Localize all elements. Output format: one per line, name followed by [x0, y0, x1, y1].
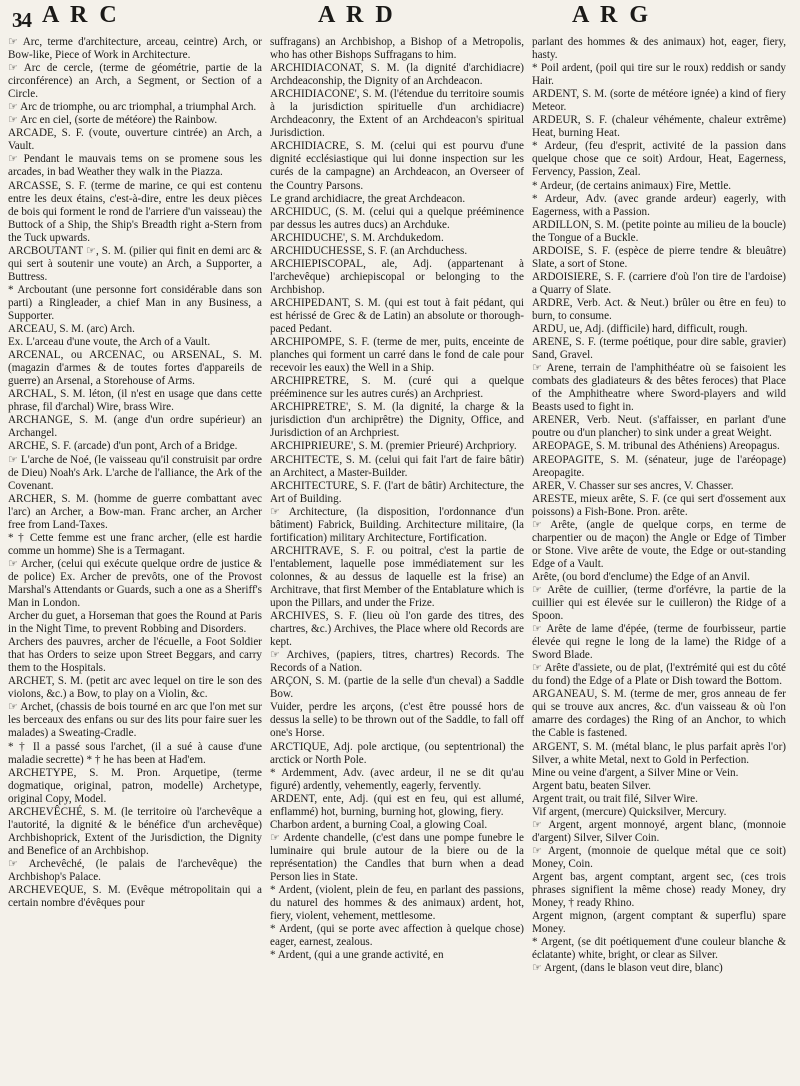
- dictionary-entry: * Ardent, (qui se porte avec affection à quelque chose) eager, earnest, zealous.: [270, 923, 524, 949]
- dictionary-entry: Argent bas, argent comptant, argent sec, (ces trois phrases signifient la même chose) ready Money, dry Money, † ready Rhino.: [532, 871, 786, 910]
- dictionary-entry: ARCHET, S. M. (petit arc avec lequel on tire le son des violons, &c.) a Bow, to play on a Violin, &c.: [8, 675, 262, 701]
- dictionary-entry: ☞ Argent, (dans le blason veut dire, blanc): [532, 962, 723, 975]
- dictionary-entry: ARCHAL, S. M. léton, (il n'est en usage que dans cette phrase, fil d'archal) Wire, brass Wire.: [8, 388, 262, 414]
- dictionary-entry: ARDENT, ente, Adj. (qui est en feu, qui est allumé, enflammé) hot, burning, burning hot, glowing, fiery.: [270, 792, 524, 818]
- dictionary-entry: ☞ Arête de lame d'épée, (terme de fourbisseur, partie élevée qui regne le long de la lame) the Ridge of a Sword Blade.: [532, 623, 786, 662]
- dictionary-entry: ARDENT, S. M. (sorte de météore ignée) a kind of fiery Meteor.: [532, 88, 786, 114]
- dictionary-entry: ☞ Architecture, (la disposition, l'ordonnance d'un bâtiment) Fabrick, Building. Architecture militaire, (la fortification) military Architecture, Fortification.: [270, 505, 524, 544]
- dictionary-entry: ARCHER, S. M. (homme de guerre combattant avec l'arc) an Archer, a Bow-man. Franc archer, an Archer free from Land-Taxes.: [8, 492, 262, 531]
- dictionary-entry: ARCHIPRETRE, S. M. (curé qui a quelque prééminence sur les autres curés) an Archpriest.: [270, 375, 524, 401]
- dictionary-entry: ARCHANGE, S. M. (ange d'un ordre supérieur) an Archangel.: [8, 414, 262, 440]
- dictionary-entry: * Poil ardent, (poil qui tire sur le roux) reddish or sandy Hair.: [532, 62, 786, 88]
- dictionary-entry: ARCHIDIACONE', S. M. (l'étendue du territoire soumis à la jurisdiction spirituelle d'un archidiacre) Archdeaconry, the Extent of an Archdeacon's spiritual Jurisdiction.: [270, 88, 524, 140]
- column-left: [8, 36, 262, 1082]
- dictionary-entry: ARCHEVEQUE, S. M. (Evêque métropolitain qui a certain nombre d'évêques pour: [8, 884, 262, 910]
- dictionary-entry: ARGENT, S. M. (métal blanc, le plus parfait après l'or) Silver, a white Metal, next to Gold in Perfection.: [532, 740, 786, 766]
- dictionary-entry: ☞ Archet, (chassis de bois tourné en arc que l'on met sur les berceaux des enfans ou sur des lits pour faire suer les malades) a Sweating-Cradle.: [8, 701, 262, 740]
- dictionary-entry: ARENE, S. F. (terme poétique, pour dire sable, gravier) Sand, Gravel.: [532, 336, 786, 362]
- dictionary-entry: * Ardeur, (de certains animaux) Fire, Mettle.: [532, 179, 732, 192]
- dictionary-entry: ARDOISIERE, S. F. (carriere d'où l'on tire de l'ardoise) a Quarry of Slate.: [532, 270, 786, 296]
- dictionary-entry: ☞ L'arche de Noé, (le vaisseau qu'il construisit par ordre de Dieu) Noah's Ark. L'arche de l'alliance, the Ark of the Covenant.: [8, 453, 262, 492]
- dictionary-entry: * Ardemment, Adv. (avec ardeur, il ne se dit qu'au figuré) ardently, vehemently, eagerly, fervently.: [270, 766, 524, 792]
- dictionary-entry: ARCHIPRIEURE', S. M. (premier Prieuré) Archpriory.: [270, 440, 517, 453]
- dictionary-entry: suffragans) an Archbishop, a Bishop of a Metropolis, who has other Bishops Suffragans to him.: [270, 36, 524, 62]
- dictionary-entry: ARCHITRAVE, S. F. ou poitral, c'est la partie de l'entablement, laquelle pose immédiatement sur les colonnes, & au dessus de laquelle est la frise) an Architrave, that first Member of the Entablature which is upon the Pillars, and under the Frize.: [270, 544, 524, 610]
- dictionary-entry: ☞ Archives, (papiers, titres, chartres) Records. The Records of a Nation.: [270, 649, 524, 675]
- dictionary-entry: ☞ Arene, terrain de l'amphithéatre où se faisoient les combats des gladiateurs & des bêtes feroces) that Place of the Amphitheatre where Sword-players and wild Beasts used to fight in.: [532, 362, 786, 414]
- dictionary-entry: ARCHIPEDANT, S. M. (qui est tout à fait pédant, qui est hérissé de Grec & de Latin) an absolute or thorough-paced Pedant.: [270, 296, 524, 336]
- dictionary-entry: ARCHIDIACRE, S. M. (celui qui est pourvu d'une dignité ecclésiastique qui lui donne inspection sur les curés de la campagne) an Archdeacon, an Overseer of the Country Parsons.: [270, 140, 524, 192]
- dictionary-entry: Argent batu, beaten Silver.: [532, 779, 651, 792]
- dictionary-entry: * Argent, (se dit poétiquement d'une couleur blanche & éclatante) white, bright, or clear as Silver.: [532, 936, 786, 962]
- dictionary-entry: parlant des hommes & des animaux) hot, eager, fiery, hasty.: [532, 36, 786, 62]
- dictionary-entry: ARCEAU, S. M. (arc) Arch.: [8, 323, 135, 336]
- dictionary-entry: AREOPAGE, S. M. tribunal des Athéniens) Areopagus.: [532, 440, 780, 453]
- dictionary-entry: ☞ Archevêché, (le palais de l'archevêque) the Archbishop's Palace.: [8, 857, 262, 883]
- running-head-right: A R G: [572, 2, 652, 28]
- dictionary-entry: ARCHIDUCHE', S. M. Archdukedom.: [270, 231, 444, 244]
- dictionary-entry: ☞ Arête d'assiete, ou de plat, (l'extrémité qui est du côté du fond) the Edge of a Plate or Dish toward the Bottom.: [532, 662, 786, 688]
- dictionary-entry: Argent mignon, (argent comptant & superflu) spare Money.: [532, 910, 786, 936]
- dictionary-entry: * † Cette femme est une franc archer, (elle est hardie comme un homme) She is a Termagant.: [8, 531, 262, 557]
- dictionary-entry: ARENER, Verb. Neut. (s'affaisser, en parlant d'une poutre ou d'un plancher) to sink under a great Weight.: [532, 414, 786, 440]
- dictionary-entry: ARGANEAU, S. M. (terme de mer, gros anneau de fer qui se trouve aux ancres, &c. d'un vaisseau & où l'on amarre des cordages) the Ring of an Anchor, to which the Cable is fastened.: [532, 688, 786, 740]
- dictionary-entry: Vif argent, (mercure) Quicksilver, Mercury.: [532, 805, 727, 818]
- dictionary-entry: ARCHEVÊCHÉ, S. M. (le territoire où l'archevêque a l'autorité, la dignité & le bénéfice d'un archevêque) Archbishoprick, Extent of the Jurisdiction, the Dignity and Benefice of an Archbishop.: [8, 805, 262, 857]
- dictionary-entry: ARCHETYPE, S. M. Pron. Arquetipe, (terme dogmatique, original, patron, modelle) Archetype, original Copy, Model.: [8, 766, 262, 805]
- page-number: 34: [12, 8, 31, 32]
- dictionary-entry: ARDRE, Verb. Act. & Neut.) brûler ou être en feu) to burn, to consume.: [532, 296, 786, 322]
- dictionary-entry: ARER, V. Chasser sur ses ancres, V. Chasser.: [532, 479, 734, 492]
- dictionary-entry: ARCHIPOMPE, S. F. (terme de mer, puits, enceinte de planches qui forment un carré dans le fond de cale pour recevoir les eaux) the Well in a Ship.: [270, 336, 524, 375]
- text-columns: [6, 36, 786, 1082]
- page-header: [6, 2, 786, 36]
- dictionary-entry: Ex. L'arceau d'une voute, the Arch of a Vault.: [8, 336, 211, 349]
- dictionary-entry: ARCHIDUCHESSE, S. F. (an Archduchess.: [270, 244, 468, 257]
- dictionary-entry: ☞ Argent, argent monnoyé, argent blanc, (monnoie d'argent) Silver, Silver Coin.: [532, 818, 786, 844]
- dictionary-entry: ARCASSE, S. F. (terme de marine, ce qui est contenu entre les deux étains, c'est-à-dire, entre les deux pièces de bois qui forment le rond de l'arriere d'un vaisseau) the Buttock of a Ship, the Ship's Breadth right a-Stern from the Tuck upwards.: [8, 179, 262, 244]
- dictionary-entry: ARDOISE, S. F. (espèce de pierre tendre & bleuâtre) Slate, a sort of Stone.: [532, 244, 786, 270]
- dictionary-entry: ☞ Arc de triomphe, ou arc triomphal, a triumphal Arch.: [8, 101, 257, 114]
- dictionary-entry: ☞ Pendant le mauvais tems on se promene sous les arcades, in bad Weather they walk in the Piazza.: [8, 153, 262, 179]
- dictionary-entry: ARCHE, S. F. (arcade) d'un pont, Arch of a Bridge.: [8, 440, 238, 453]
- dictionary-entry: * † Il a passé sous l'archet, (il a sué à cause d'une maladie secrette) * † he has been at Had'em.: [8, 740, 262, 766]
- dictionary-entry: Argent trait, ou trait filé, Silver Wire.: [532, 792, 698, 805]
- column-middle: [270, 36, 524, 1082]
- dictionary-entry: ARÇON, S. M. (partie de la selle d'un cheval) a Saddle Bow.: [270, 675, 524, 701]
- dictionary-entry: ARDU, ue, Adj. (difficile) hard, difficult, rough.: [532, 323, 748, 336]
- dictionary-entry: Arête, (ou bord d'enclume) the Edge of an Anvil.: [532, 570, 750, 583]
- dictionary-entry: ARCHIPRETRE', S. M. (la dignité, la charge & la jurisdiction d'un archiprêtre) the Dignity, Office, and Jurisdiction of an Archpriest.: [270, 401, 524, 440]
- dictionary-entry: * Ardent, (qui a une grande activité, en: [270, 949, 444, 962]
- dictionary-entry: Mine ou veine d'argent, a Silver Mine or Vein.: [532, 766, 739, 779]
- dictionary-entry: ☞ Archer, (celui qui exécute quelque ordre de justice & de police) Ex. Archer de prevôts, one of the Provost Marshal's Attendants or Guards, such a one as a Sheriff's Man in London.: [8, 557, 262, 610]
- dictionary-entry: ☞ Argent, (monnoie de quelque métal que ce soit) Money, Coin.: [532, 844, 786, 870]
- dictionary-entry: AREOPAGITE, S. M. (sénateur, juge de l'aréopage) Areopagite.: [532, 453, 786, 479]
- dictionary-entry: * Ardeur, Adv. (avec grande ardeur) eagerly, with Eagerness, with a Passion.: [532, 192, 786, 218]
- dictionary-entry: ARCHIDIACONAT, S. M. (la dignité d'archidiacre) Archdeaconship, the Dignity of an Archdeacon.: [270, 62, 524, 88]
- running-head-left: A R C: [42, 2, 120, 28]
- dictionary-entry: ☞ Arête de cuillier, (terme d'orfévre, la partie de la cuillier qui est élevée sur le cuilleron) the Ridge of a Spoon.: [532, 583, 786, 623]
- dictionary-entry: ☞ Arc de cercle, (terme de géométrie, partie de la circonférence) an Arch, a Segment, or Section of a Circle.: [8, 62, 262, 101]
- dictionary-entry: ARCBOUTANT ☞, S. M. (pilier qui finit en demi arc & qui sert à soutenir une voute) an Arch, a Supporter, a Buttress.: [8, 244, 262, 283]
- dictionary-entry: ARCHITECTE, S. M. (celui qui fait l'art de faire bâtir) an Architect, a Master-Builder.: [270, 453, 524, 479]
- dictionary-entry: Vuider, perdre les arçons, (c'est être poussé hors de dessus la selle) to be thrown out of the Saddle, to fall off one's Horse.: [270, 701, 524, 740]
- dictionary-entry: ☞ Arête, (angle de quelque corps, en terme de charpentier ou de maçon) the Angle or Edge of Timber or Stone. Vive arête de voute, the Edge or out-standing Edge of a Vault.: [532, 518, 786, 570]
- dictionary-entry: * Ardeur, (feu d'esprit, activité de la passion dans quelque chose que ce soit) Ardour, Heat, Eagerness, Fervency, Passion, Zeal.: [532, 140, 786, 179]
- dictionary-entry: Charbon ardent, a burning Coal, a glowing Coal.: [270, 818, 488, 831]
- dictionary-entry: ARESTE, mieux arête, S. F. (ce qui sert d'ossement aux poissons) a Fish-Bone. Pron. arête.: [532, 492, 786, 518]
- dictionary-entry: ARCTIQUE, Adj. pole arctique, (ou septentrional) the arctick or North Pole.: [270, 740, 524, 766]
- dictionary-entry: Archers des pauvres, archer de l'écuelle, a Foot Soldier that has Orders to seize upon Street Beggars, and carry them to the Hospitals.: [8, 636, 262, 675]
- dictionary-entry: ARCADE, S. F. (voute, ouverture cintrée) an Arch, a Vault.: [8, 127, 262, 153]
- dictionary-entry: ARCHITECTURE, S. F. (l'art de bâtir) Architecture, the Art of Building.: [270, 479, 524, 505]
- dictionary-entry: ARCHIVES, S. F. (lieu où l'on garde des titres, des chartres, &c.) Archives, the Place where old Records are kept.: [270, 610, 524, 649]
- dictionary-entry: ARDILLON, S. M. (petite pointe au milieu de la boucle) the Tongue of a Buckle.: [532, 218, 786, 244]
- dictionary-entry: * Ardent, (violent, plein de feu, en parlant des passions, du naturel des hommes & des animaux) ardent, hot, fiery, violent, vehement, mettlesome.: [270, 884, 524, 923]
- dictionary-entry: ARCENAL, ou ARCENAC, ou ARSENAL, S. M. (magazin d'armes & de toutes fortes d'appareils de guerre) an Arsenal, a Storehouse of Arms.: [8, 349, 262, 388]
- column-right: [532, 36, 786, 1082]
- dictionary-entry: ARCHIDUC, (S. M. (celui qui a quelque prééminence par dessus les autres ducs) an Archduke.: [270, 205, 524, 231]
- running-head-center: A R D: [318, 2, 396, 28]
- dictionary-entry: ☞ Ardente chandelle, (c'est dans une pompe funebre le luminaire qui brule autour de la biere ou de la représentation) the Candles that burn when a dead Person lies in State.: [270, 831, 524, 883]
- dictionary-entry: * Arcboutant (une personne fort considérable dans son parti) a Ringleader, a chief Man in any Business, a Supporter.: [8, 283, 262, 322]
- dictionary-entry: ARCHIEPISCOPAL, ale, Adj. (appartenant à l'archevêque) archiepiscopal or belonging to the Archbishop.: [270, 257, 524, 296]
- dictionary-entry: Le grand archidiacre, the great Archdeacon.: [270, 192, 466, 205]
- dictionary-entry: ☞ Arc, terme d'architecture, arceau, ceintre) Arch, or Bow-like, Piece of Work in Architecture.: [8, 36, 262, 62]
- dictionary-entry: Archer du guet, a Horseman that goes the Round at Paris in the Night Time, to prevent Robbing and Disorders.: [8, 610, 262, 636]
- dictionary-entry: ARDEUR, S. F. (chaleur véhémente, chaleur extrême) Heat, burning Heat.: [532, 114, 786, 140]
- dictionary-entry: ☞ Arc en ciel, (sorte de météore) the Rainbow.: [8, 114, 218, 127]
